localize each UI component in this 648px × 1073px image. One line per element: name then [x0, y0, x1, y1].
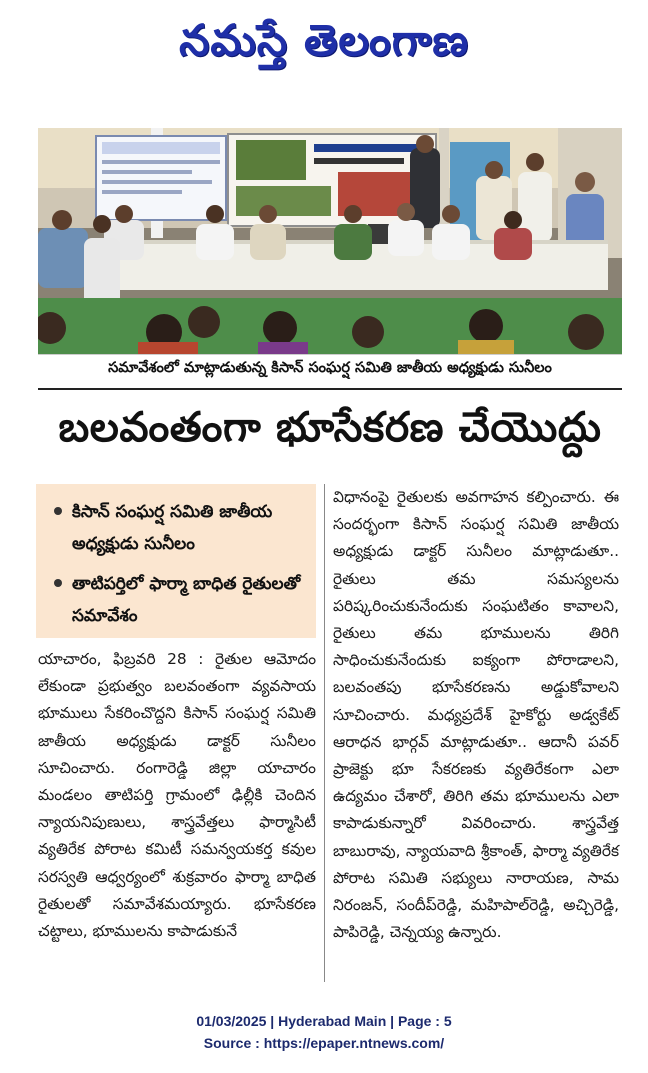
highlight-item — [54, 496, 306, 560]
footer-source-line: Source : https://epaper.ntnews.com/ — [203, 1035, 445, 1051]
highlight-text: తాటిపర్తిలో ఫార్మా బాధిత రైతులతో సమావేశం — [72, 574, 301, 626]
article-body-left: యాచారం, ఫిబ్రవరి 28 : రైతుల ఆమోదం లేకుండా ప్రభుత్వం బలవంతంగా వ్యవసాయ భూములు సేకరించొద్దని కిసాన్ సంఘర్ష సమితి జాతీయ అధ్యక్షుడు డాక్టర్ సునీలం సూచించారు. రంగారెడ్డి జిల్లా యాచారం మండలం తాటిపర్తి గ్రామంలో ఢిల్లీకి చెందిన న్యాయనిపుణులు, శాస్త్రవేత్తలు ఫార్మాసిటీ వ్యతిరేక పోరాట కమిటీ సమన్వయకర్త కవుల సరస్వతి ఆధ్వర్యంలో శుక్రవారం ఫార్మా బాధిత రైతులతో సమావేశమయ్యారు. భూసేకరణ చట్టాలు, భూములను కాపాడుకునే — [38, 650, 316, 941]
photo-illustration — [38, 128, 622, 354]
bullet-icon — [54, 579, 62, 587]
highlight-text: కిసాన్ సంఘర్ష సమితి జాతీయ అధ్యక్షుడు సునీలం — [72, 502, 273, 554]
footer-edition-line: 01/03/2025 | Hyderabad Main | Page : 5 — [196, 1013, 452, 1029]
headline: బలవంతంగా భూసేకరణ చేయొద్దు — [58, 403, 602, 451]
column-divider — [324, 484, 325, 982]
highlights-box — [36, 484, 316, 638]
carpet — [38, 298, 622, 354]
photo-caption: సమావేశంలో మాట్లాడుతున్న కిసాన్ సంఘర్ష సమితి జాతీయ అధ్యక్షుడు సునీలం — [38, 354, 622, 385]
masthead — [0, 0, 648, 92]
masthead-title: నమస్తే తెలంగాణ — [179, 16, 469, 66]
bullet-icon — [54, 507, 62, 515]
news-photo — [38, 128, 622, 354]
footer — [0, 1010, 648, 1054]
article-body-right: విధానంపై రైతులకు అవగాహన కల్పించారు. ఈ సందర్భంగా కిసాన్ సంఘర్ష సమితి జాతీయ అధ్యక్షుడు డాక్టర్ సునీలం మాట్లాడుతూ.. రైతులు తమ సమస్యలను పరిష్కరించుకునేందుకు సంఘటితం కావాలని, రైతులు తమ భూములను తిరిగి సాధించుకునేందుకు ఐక్యంగా పోరాడాలని, బలవంతపు భూసేకరణను అడ్డుకోవాలని సూచించారు. మధ్యప్రదేశ్ హైకోర్టు అడ్వకేట్ ఆరాధన భార్గవ్ మాట్లాడుతూ.. ఆదానీ పవర్ ప్రాజెక్టు భూ సేకరణకు వ్యతిరేకంగా ఎలా ఉద్యమం చేశారో, తిరిగి తమ భూములను ఎలా కాపాడుకున్నారో వివరించారు. శాస్త్రవేత్త బాబురావు, న్యాయవాది శ్రీకాంత్, ఫార్మా వ్యతిరేక పోరాట సమితి సభ్యులు నారాయణ, సామ నిరంజన్, సందీప్‌రెడ్డి, మహిపాల్‌రెడ్డి, అచ్చిరెడ్డి, పాపిరెడ్డి, చెన్నయ్య ఉన్నారు. — [333, 488, 619, 942]
highlight-item — [54, 568, 306, 632]
